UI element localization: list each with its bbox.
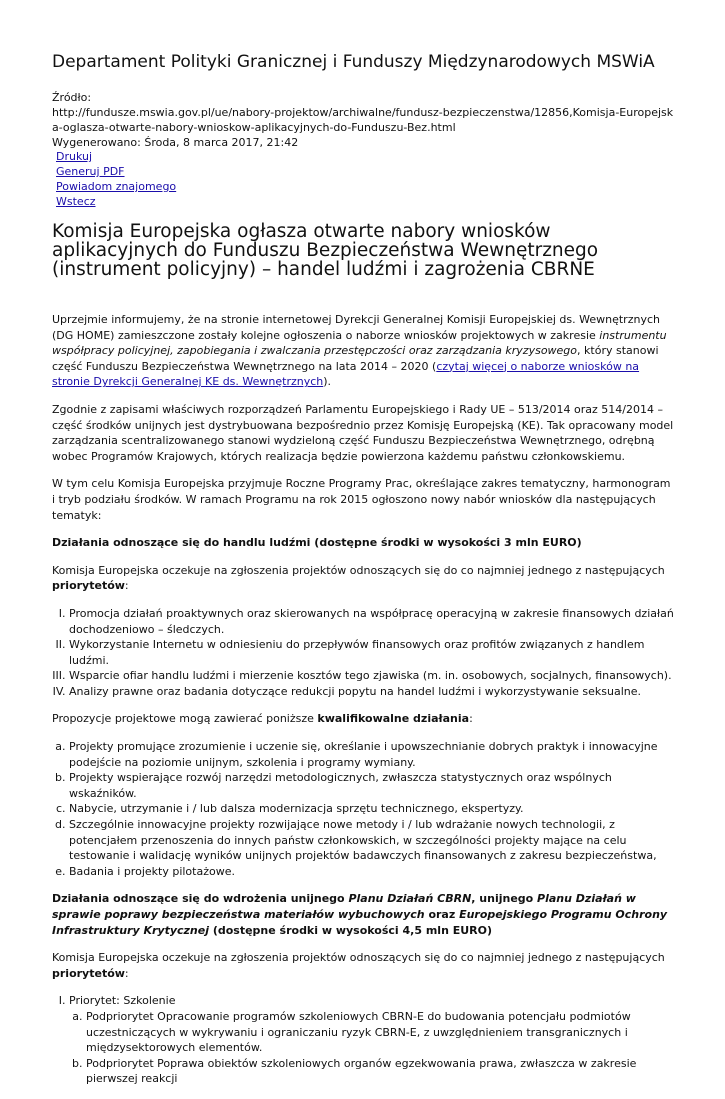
list-item: d. Szczególnie innowacyjne projekty rozwijające nowe metody i / lub wdrażanie nowych technologii, z potencjałem przenoszenia do innych państw członkowskich, w szczególności projekty mające na celu testowanie i walidację wyników unijnych projektów badawczych finansowanych z zakresu bezpieczeństwa, xyxy=(69,817,674,864)
list-item: b. Projekty wspierające rozwój narzędzi metodologicznych, zwłaszcza statystycznych oraz wspólnych wskaźników. xyxy=(69,770,674,801)
list-item: a. Projekty promujące zrozumienie i uczenie się, określanie i upowszechnianie dobrych praktyk i innowacyjne podejście na poziomie unijnym, szkolenia i programy wymiany. xyxy=(69,739,674,770)
list-item: c. Nabycie, utrzymanie i / lub dalsza modernizacja sprzętu technicznego, ekspertyzy. xyxy=(69,801,674,817)
text: Priorytet: Szkolenie xyxy=(69,994,176,1008)
actions-list xyxy=(52,739,674,879)
paragraph-work-programmes: W tym celu Komisja Europejska przyjmuje Roczne Programy Prac, określające zakres tematyczny, harmonogram i tryb podziału środków. W ramach Programu na rok 2015 ogłoszono nowy nabór wniosków dla następujących tematyk: xyxy=(52,477,671,522)
section-heading-trafficking: Działania odnoszące się do handlu ludźmi (dostępne środki w wysokości 3 mln EURO) xyxy=(52,536,582,550)
text: , unijnego xyxy=(471,892,538,906)
section-heading-cbrn xyxy=(52,891,674,938)
print-link[interactable]: Drukuj xyxy=(56,150,93,163)
emphasis: Planu Działań w sprawie poprawy bezpieczeństwa materiałów wybuchowych xyxy=(52,892,636,921)
text: Komisja Europejska oczekuje na zgłoszenia projektów odnoszących się do co najmniej jednego z następujących xyxy=(52,951,665,965)
emphasis: Planu Działań CBRN xyxy=(348,892,472,906)
text: ). xyxy=(323,375,332,389)
emphasis: Europejskiego Programu Ochrony Infrastruktury Krytycznej xyxy=(52,908,668,937)
emphasis: instrumentu współpracy policyjnej, zapobiegania i zwalczania przestępczości oraz zarządzania kryzysowego xyxy=(52,328,667,358)
text: : xyxy=(124,966,129,980)
list-item: a. Podpriorytet Opracowanie programów szkoleniowych CBRN-E do budowania potencjału podmiotów uczestniczących w wykrywaniu i ograniczaniu ryzyk CBRN-E, z uwzględnieniem transgranicznych i międzysektorowych elementów. xyxy=(86,1009,674,1056)
generated-date: Wygenerowano: Środa, 8 marca 2017, 21:42 xyxy=(52,136,299,149)
list-item: I. Promocja działań proaktywnych oraz skierowanych na współpracę operacyjną w zakresie finansowych działań dochodzeniowo – śledczych. xyxy=(69,606,674,637)
action-links xyxy=(56,149,176,209)
list-item: b. Podpriorytet Poprawa obiektów szkoleniowych organów egzekwowania prawa, zwłaszcza w zakresie pierwszej reakcji xyxy=(86,1056,674,1087)
priorities-list xyxy=(52,606,674,700)
text: Uprzejmie informujemy, że na stronie internetowej Dyrekcji Generalnej Komisji Europejskiej ds. Wewnętrznych (DG HOME) zamieszczone zostały kolejne ogłoszenia o naborze wniosków projektowych w zakresie xyxy=(52,313,660,342)
list-item: III. Wsparcie ofiar handlu ludźmi i mierzenie kosztów tego zjawiska (m. in. osobowych, socjalnych, finansowych). xyxy=(69,668,674,684)
list-item: IV. Analizy prawne oraz badania dotyczące redukcji popytu na handel ludźmi i wykorzystywanie seksualne. xyxy=(69,684,674,700)
text: Komisja Europejska oczekuje na zgłoszenia projektów odnoszących się do co najmniej jednego z następujących xyxy=(52,563,665,577)
bold-text: kwalifikowalne działania xyxy=(317,712,470,726)
text: : xyxy=(124,579,129,593)
back-link[interactable]: Wstecz xyxy=(56,195,96,208)
text: oraz xyxy=(424,908,460,921)
text: , który stanowi część Funduszu Bezpieczeństwa Wewnętrznego na lata 2014 – 2020 ( xyxy=(52,344,659,373)
text: (dostępne środki w wysokości 4,5 mln EURO) xyxy=(208,923,493,937)
paragraph-priorities-intro-2 xyxy=(52,950,674,981)
list-item xyxy=(69,993,674,1087)
bold-text: priorytetów xyxy=(52,966,125,980)
notify-friend-link[interactable]: Powiadom znajomego xyxy=(56,180,177,193)
paragraph-intro xyxy=(52,312,674,390)
source-label: Źródło: xyxy=(52,91,92,104)
article-body xyxy=(52,312,674,1099)
paragraph-regulations: Zgodnie z zapisami właściwych rozporządzeń Parlamentu Europejskiego i Rady UE – 513/2014 oraz 514/2014 – część środków unijnych jest dystrybuowana bezpośrednio przez Komisję Europejską (KE). Tak opracowany model zarządzania scentralizowanego stanowi wydzieloną część Funduszu Bezpieczeństwa Wewnętrznego, odrębną wobec Programów Krajowych, których realizacja będzie powierzona każdemu państwu członkowskiemu. xyxy=(52,402,674,463)
priorities-list-2 xyxy=(52,993,674,1087)
list-item: e. Badania i projekty pilotażowe. xyxy=(69,864,674,880)
text: Działania odnoszące się do wdrożenia unijnego xyxy=(52,892,349,906)
meta-block xyxy=(52,90,674,150)
list-item: II. Wykorzystanie Internetu w odniesieniu do przepływów finansowych oraz profitów związanych z handlem ludźmi. xyxy=(69,637,674,668)
bold-text: priorytetów xyxy=(52,579,125,593)
article-title: Komisja Europejska ogłasza otwarte nabory wniosków aplikacyjnych do Funduszu Bezpieczeństwa Wewnętrznego (instrument policyjny) – handel ludźmi i zagrożenia CBRNE xyxy=(52,221,599,280)
department-title: Departament Polityki Granicznej i Funduszy Międzynarodowych MSWiA xyxy=(52,52,655,72)
paragraph-priorities-intro xyxy=(52,563,674,594)
source-url: http://fundusze.mswia.gov.pl/ue/nabory-projektow/archiwalne/fundusz-bezpieczenstwa/12856,Komisja-Europejska-oglasza-otwarte-nabory-wnioskow-aplikacyjnych-do-Funduszu-Bez.html xyxy=(52,106,674,134)
subpriorities-list xyxy=(69,1009,674,1087)
text: Propozycje projektowe mogą zawierać poniższe xyxy=(52,712,318,726)
read-more-link[interactable]: czytaj więcej o naborze wniosków na stronie Dyrekcji Generalnej KE ds. Wewnętrznych xyxy=(52,359,640,389)
paragraph-actions-intro xyxy=(52,711,674,727)
text: : xyxy=(469,712,473,726)
generate-pdf-link[interactable]: Generuj PDF xyxy=(56,165,125,178)
